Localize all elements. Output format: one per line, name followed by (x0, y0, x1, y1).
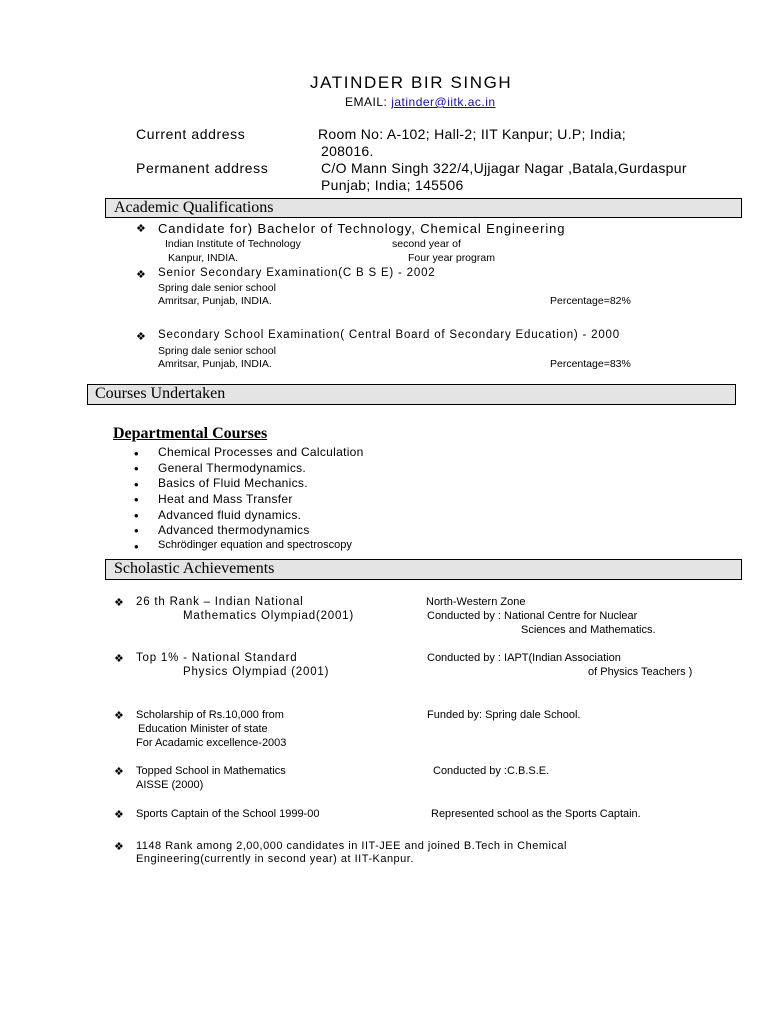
achievement-2-right1: Conducted by : IAPT(Indian Association (427, 652, 621, 664)
btech-institute: Indian Institute of Technology (165, 238, 301, 250)
achievement-2-right2: of Physics Teachers ) (588, 666, 693, 678)
bullet-icon: • (134, 446, 139, 461)
email-label: EMAIL: (345, 95, 392, 109)
achievement-3-right1: Funded by: Spring dale School. (427, 709, 581, 721)
bullet-icon: • (134, 477, 139, 492)
course-item: Basics of Fluid Mechanics. (158, 476, 308, 490)
current-address-line2: 208016. (321, 143, 374, 159)
achievement-1-right2: Conducted by : National Centre for Nuclear (427, 610, 638, 622)
diamond-bullet-icon: ❖ (114, 710, 124, 722)
permanent-address-label: Permanent address (136, 160, 269, 176)
achievement-2-line1: Top 1% - National Standard (136, 652, 298, 664)
achievement-5-right1: Represented school as the Sports Captain. (431, 808, 641, 820)
diamond-bullet-icon: ❖ (136, 269, 146, 281)
secondary-location: Amritsar, Punjab, INDIA. (158, 358, 272, 370)
diamond-bullet-icon: ❖ (136, 331, 146, 343)
secondary-percentage: Percentage=83% (550, 358, 631, 370)
courses-section-header: Courses Undertaken (87, 384, 736, 405)
achievement-6-line2: Engineering(currently in second year) at IIT-Kanpur. (136, 853, 414, 865)
achievement-3-line1: Scholarship of Rs.10,000 from (136, 709, 284, 721)
course-item: Schrödinger equation and spectroscopy (158, 539, 352, 551)
diamond-bullet-icon: ❖ (114, 841, 124, 853)
senior-location: Amritsar, Punjab, INDIA. (158, 295, 272, 307)
senior-secondary-title: Senior Secondary Examination(C B S E) - 2002 (158, 267, 436, 279)
email-link[interactable]: jatinder@iitk.ac.in (391, 95, 496, 109)
course-item: Advanced thermodynamics (158, 523, 310, 537)
scholastic-section-header: Scholastic Achievements (105, 559, 742, 580)
achievement-3-line3: For Acadamic excellence-2003 (136, 737, 287, 749)
achievement-1-line2: Mathematics Olympiad(2001) (183, 610, 354, 622)
btech-program: Four year program (408, 252, 495, 264)
achievement-4-line1: Topped School in Mathematics (136, 765, 286, 777)
current-address-label: Current address (136, 126, 246, 142)
permanent-address-line1: C/O Mann Singh 322/4,Ujjagar Nagar ,Batala,Gurdaspur (321, 160, 687, 176)
course-item: General Thermodynamics. (158, 461, 307, 475)
achievement-1-right3: Sciences and Mathematics. (521, 624, 656, 636)
bullet-icon: • (134, 539, 139, 554)
bullet-icon: • (134, 523, 139, 538)
diamond-bullet-icon: ❖ (114, 766, 124, 778)
academic-section-header: Academic Qualifications (105, 198, 742, 218)
diamond-bullet-icon: ❖ (136, 223, 146, 235)
senior-percentage: Percentage=82% (550, 295, 631, 307)
achievement-4-right1: Conducted by :C.B.S.E. (433, 765, 550, 777)
achievement-2-line2: Physics Olympiad (2001) (183, 666, 330, 678)
diamond-bullet-icon: ❖ (114, 653, 124, 665)
btech-title: Candidate for) Bachelor of Technology, Chemical Engineering (158, 221, 566, 236)
achievement-1-right1: North-Western Zone (426, 596, 526, 608)
bullet-icon: • (134, 508, 139, 523)
departmental-courses-heading: Departmental Courses (113, 425, 268, 442)
senior-school: Spring dale senior school (158, 282, 276, 294)
bullet-icon: • (134, 492, 139, 507)
achievement-4-line2: AISSE (2000) (136, 779, 204, 791)
btech-location: Kanpur, INDIA. (168, 252, 239, 264)
bullet-icon: • (134, 461, 139, 476)
btech-year: second year of (392, 238, 461, 250)
achievement-1-line1: 26 th Rank – Indian National (136, 596, 304, 608)
course-item: Chemical Processes and Calculation (158, 445, 364, 459)
diamond-bullet-icon: ❖ (114, 809, 124, 821)
achievement-3-line2: Education Minister of state (138, 723, 268, 735)
secondary-title: Secondary School Examination( Central Board of Secondary Education) - 2000 (158, 329, 620, 341)
course-item: Advanced fluid dynamics. (158, 508, 302, 522)
secondary-school: Spring dale senior school (158, 345, 276, 357)
candidate-name: JATINDER BIR SINGH (310, 73, 513, 92)
diamond-bullet-icon: ❖ (114, 597, 124, 609)
email-line (345, 95, 496, 109)
course-item: Heat and Mass Transfer (158, 492, 293, 506)
permanent-address-line2: Punjab; India; 145506 (321, 177, 464, 193)
current-address-line1: Room No: A-102; Hall-2; IIT Kanpur; U.P; India; (318, 126, 626, 142)
achievement-5-line1: Sports Captain of the School 1999-00 (136, 808, 320, 820)
achievement-6-line1: 1148 Rank among 2,00,000 candidates in IIT-JEE and joined B.Tech in Chemical (136, 840, 567, 852)
